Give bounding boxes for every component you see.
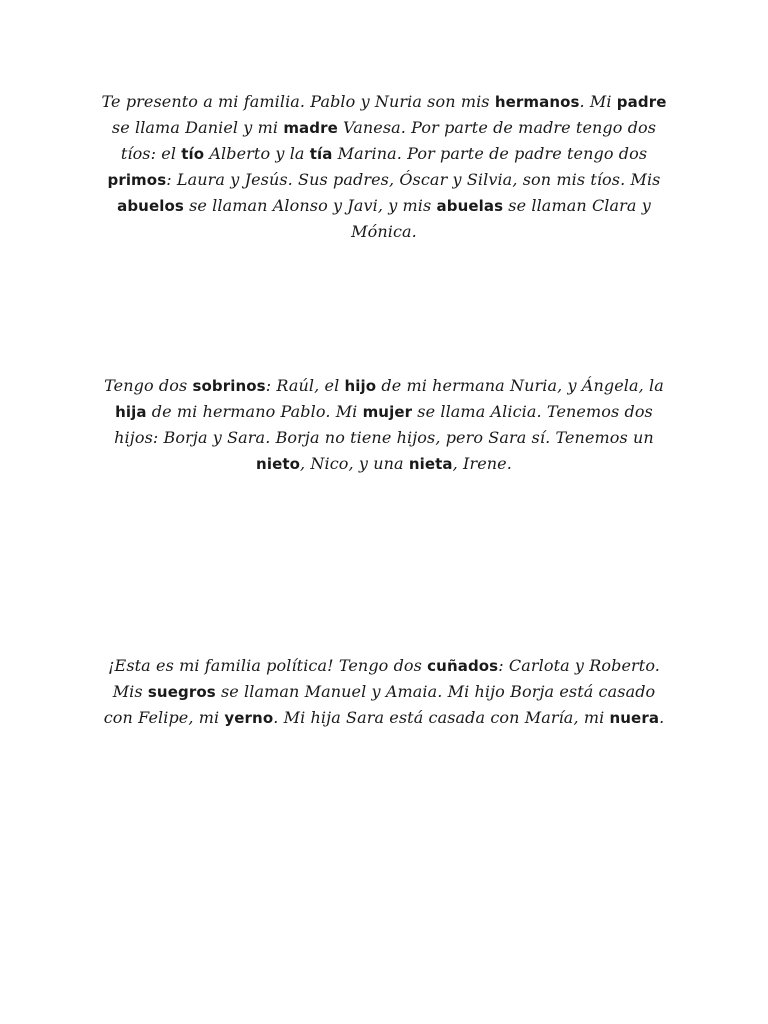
vocabulary-term: abuelos <box>117 197 184 215</box>
vocabulary-term: tío <box>181 145 205 163</box>
text-segment: se llaman Clara y Mónica. <box>351 196 651 241</box>
text-segment: de mi hermana Nuria, y Ángela, la <box>376 376 664 395</box>
text-segment: . Mi hija Sara está casada con María, mi <box>273 708 610 727</box>
vocabulary-term: yerno <box>224 709 274 727</box>
vocabulary-term: cuñados <box>427 657 499 675</box>
text-segment: . Mi <box>579 92 617 111</box>
vocabulary-term: nieto <box>256 455 301 473</box>
vocabulary-term: hijo <box>344 377 377 395</box>
text-segment: se llaman Alonso y Javi, y mis <box>183 196 437 215</box>
text-segment: Marina. Por parte de padre tengo dos <box>332 144 648 163</box>
text-segment: : Carlota y Roberto. Mis <box>112 656 660 701</box>
vocabulary-term: hermanos <box>494 93 580 111</box>
text-segment: Alberto y la <box>204 144 310 163</box>
vocabulary-term: madre <box>283 119 338 137</box>
text-segment: Te presento a mi familia. Pablo y Nuria son mis <box>101 92 495 111</box>
text-segment: se llaman Manuel y Amaia. Mi hijo Borja está casado con Felipe, mi <box>103 682 656 727</box>
vocabulary-term: mujer <box>362 403 413 421</box>
text-segment: se llama Daniel y mi <box>111 118 284 137</box>
paragraph-family <box>100 89 668 245</box>
text-segment: , Irene. <box>452 454 512 473</box>
vocabulary-term: hija <box>115 403 147 421</box>
paragraph-descendants <box>100 373 668 477</box>
vocabulary-term: sobrinos <box>192 377 266 395</box>
vocabulary-term: suegros <box>147 683 216 701</box>
vocabulary-term: abuelas <box>436 197 504 215</box>
paragraph-in-laws <box>100 653 668 731</box>
text-segment: : Raúl, el <box>265 376 345 395</box>
text-segment: : Laura y Jesús. Sus padres, Óscar y Silvia, son mis tíos. Mis <box>166 170 661 189</box>
text-segment: Vanesa. Por parte de madre tengo dos tíos: el <box>120 118 657 163</box>
text-segment: ¡Esta es mi familia política! Tengo dos <box>108 656 428 675</box>
text-segment: Tengo dos <box>104 376 193 395</box>
vocabulary-term: padre <box>616 93 667 111</box>
vocabulary-term: primos <box>107 171 167 189</box>
text-segment: , Nico, y una <box>300 454 409 473</box>
text-segment: . <box>659 708 665 727</box>
vocabulary-term: nieta <box>408 455 453 473</box>
text-segment: de mi hermano Pablo. Mi <box>146 402 363 421</box>
text-segment: se llama Alicia. Tenemos dos hijos: Borja y Sara. Borja no tiene hijos, pero Sara sí. Tenemos un <box>114 402 654 447</box>
vocabulary-term: tía <box>309 145 333 163</box>
vocabulary-term: nuera <box>609 709 660 727</box>
